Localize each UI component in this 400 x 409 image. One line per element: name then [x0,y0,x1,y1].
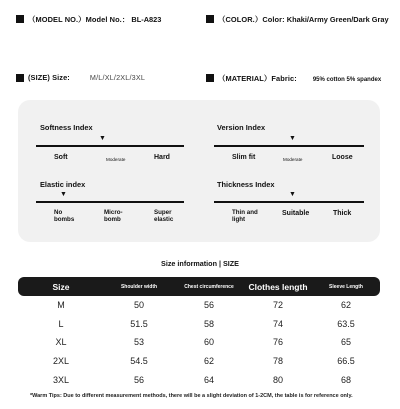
version-label-loose: Loose [332,154,353,161]
model-label: （MODEL NO.）Model No.： [28,15,130,24]
size-table-title: Size information | SIZE [161,259,239,268]
table-cell: 58 [203,318,214,329]
softness-index-title: Softness Index [40,123,93,132]
table-cell: 2XL [52,356,69,367]
bullet-square-icon [206,15,214,23]
table-cell: 56 [203,300,214,311]
material-label: （MATERIAL）Fabric: [218,74,297,83]
color-label: （COLOR.）Color: [218,15,285,24]
table-cell: 72 [272,300,283,311]
size-value: M/L/XL/2XL/3XL [89,73,146,82]
thickness-label-thin-text: Thin and light [232,209,258,224]
elastic-scale-line [36,201,184,203]
warm-tip-note: *Warm Tips: Due to different measurement methods, there will be a slight deviation of 1-2CM, the table is for reference only. [30,393,353,399]
table-row [18,296,380,315]
model-value: BL-A823 [131,15,162,24]
column-header-shoulder: Shoulder width [104,277,174,296]
color-value: Khaki/Army Green/Dark Gray [286,15,389,24]
table-cell: 65 [340,337,351,348]
size-info [28,73,145,82]
thickness-scale-line [214,201,364,203]
table-cell: 3XL [52,374,69,385]
version-index-title: Version Index [217,123,266,132]
column-header-sleeve: Sleeve Length [312,277,380,296]
table-cell: L [58,318,64,329]
table-cell: 50 [133,300,144,311]
table-cell: 60 [203,337,214,348]
material-info [218,73,381,84]
table-cell: XL [55,337,67,348]
elastic-label-no-bombs [54,209,84,224]
elastic-label-no-bombs-text: No bombs [54,209,75,224]
softness-label-moderate: Moderate [106,157,126,162]
bullet-square-icon [16,15,24,23]
table-cell: 64 [203,374,214,385]
table-cell: 63.5 [337,318,355,329]
thickness-label-suitable: Suitable [282,210,310,217]
table-cell: 56 [133,374,144,385]
table-cell: 62 [203,356,214,367]
softness-marker-icon: ▼ [99,135,106,142]
column-header-size: Size [18,277,104,296]
elastic-label-micro-bomb [104,209,136,224]
size-table [18,277,380,389]
softness-label-soft: Soft [54,154,68,161]
size-label: (SIZE) Size: [28,73,70,82]
elastic-label-super-elastic [154,209,184,224]
elastic-index-title: Elastic index [40,180,86,189]
table-row [18,352,380,371]
table-cell: M [57,300,65,311]
softness-scale-line [36,145,184,147]
table-cell: 51.5 [130,318,148,329]
table-row [18,333,380,352]
table-cell: 80 [272,374,283,385]
version-label-slim: Slim fit [232,154,256,161]
material-value: 95% cotton 5% spandex [312,77,382,83]
version-label-moderate: Moderate [283,157,303,162]
version-scale-line [214,145,364,147]
thickness-label-thin [232,209,266,224]
thickness-index-title: Thickness Index [217,180,275,189]
elastic-label-super-elastic-text: Super elastic [154,209,174,224]
elastic-label-micro-bomb-text: Micro-bomb [104,209,123,224]
table-cell: 78 [272,356,283,367]
table-cell: 62 [340,300,351,311]
color-info [218,14,389,25]
version-marker-icon: ▼ [289,135,296,142]
size-table-header-row [18,277,380,296]
table-cell: 68 [340,374,351,385]
model-number [28,14,161,25]
thickness-label-thick: Thick [333,210,352,217]
table-cell: 53 [133,337,144,348]
column-header-chest: Chest circumference [174,277,244,296]
softness-label-hard: Hard [154,154,170,161]
elastic-marker-icon: ▼ [60,191,67,198]
table-cell: 54.5 [130,356,148,367]
table-row [18,370,380,389]
table-row [18,315,380,334]
bullet-square-icon [206,74,214,82]
column-header-length: Clothes length [244,277,312,296]
table-cell: 74 [272,318,283,329]
bullet-square-icon [16,74,24,82]
table-cell: 66.5 [337,356,355,367]
table-cell: 76 [272,337,283,348]
thickness-marker-icon: ▼ [289,191,296,198]
